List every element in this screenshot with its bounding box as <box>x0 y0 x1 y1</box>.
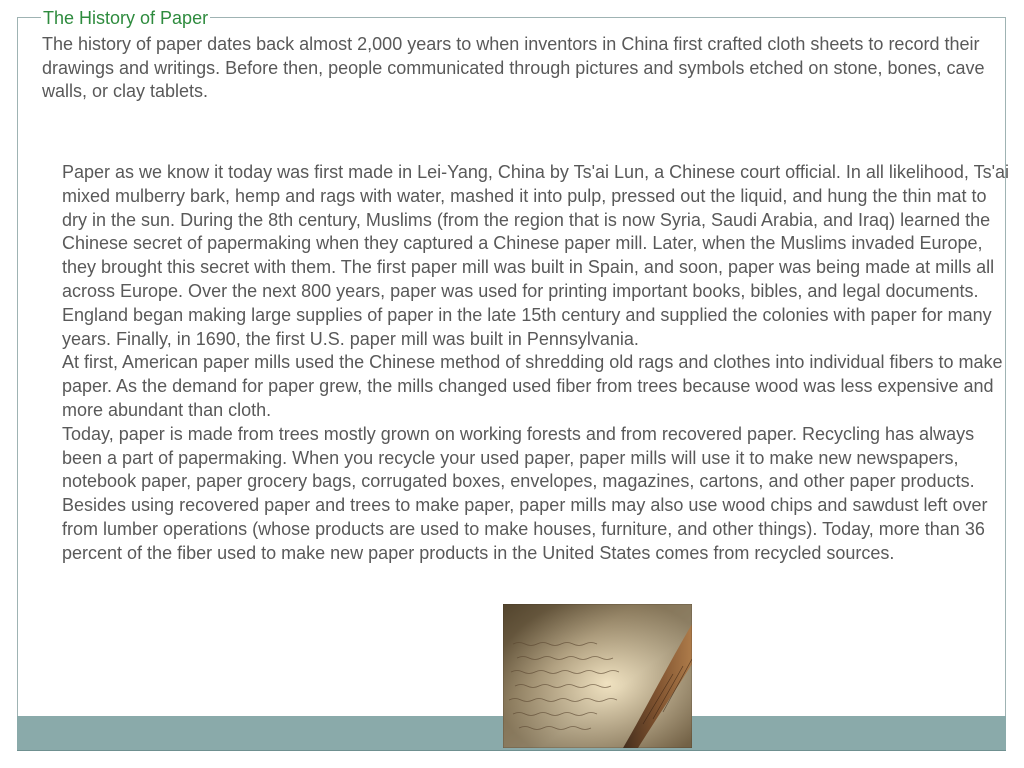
body-paragraph-american-mills: At first, American paper mills used the Chinese method of shredding old rags and clothes into individual fibers to make paper. As the demand for paper grew, the mills changed used fiber from trees because wood was less expensive and more abundant than cloth. <box>62 352 1003 420</box>
slide-title: The History of Paper <box>43 8 209 28</box>
frame-left-border <box>17 17 18 750</box>
intro-paragraph: The history of paper dates back almost 2,000 years to when inventors in China first crafted cloth sheets to record their drawings and writings. Before then, people communicated through pictures and symbols etched on stone, bones, cave walls, or clay tablets. <box>42 34 985 101</box>
body-paragraph-origin: Paper as we know it today was first made in Lei-Yang, China by Ts'ai Lun, a Chinese court official. In all likelihood, Ts'ai mixed mulberry bark, hemp and rags with water, mashed it into pulp, pressed out the liquid, and hung the thin mat to dry in the sun. During the 8th century, Muslims (from the region that is now Syria, Saudi Arabia, and Iraq) learned the Chinese secret of papermaking when they captured a Chinese paper mill. Later, when the Muslims invaded Europe, they brought this secret with them. The first paper mill was built in Spain, and soon, paper was being made at mills all across Europe. Over the next 800 years, paper was used for printing important books, bibles, and legal documents. England began making large supplies of paper in the late 15th century and supplied the colonies with paper for many years. Finally, in 1690, the first U.S. paper mill was built in Pennsylvania. <box>62 162 1010 349</box>
body-paragraph-wood-chips: Besides using recovered paper and trees to make paper, paper mills may also use wood chips and sawdust left over from lumber operations (whose products are used to make houses, furniture, and other things). Today, more than 36 percent of the fiber used to make new paper products in the United States comes from recycled sources. <box>62 495 988 563</box>
body-paragraph-recycling: Today, paper is made from trees mostly grown on working forests and from recovered paper. Recycling has always been a part of papermaking. When you recycle your used paper, paper mills will use it to make new newspapers, notebook paper, paper grocery bags, corrugated boxes, envelopes, magazines, cartons, and other paper products. <box>62 423 975 492</box>
quill-parchment-image <box>503 604 692 748</box>
body-text <box>62 161 1013 566</box>
